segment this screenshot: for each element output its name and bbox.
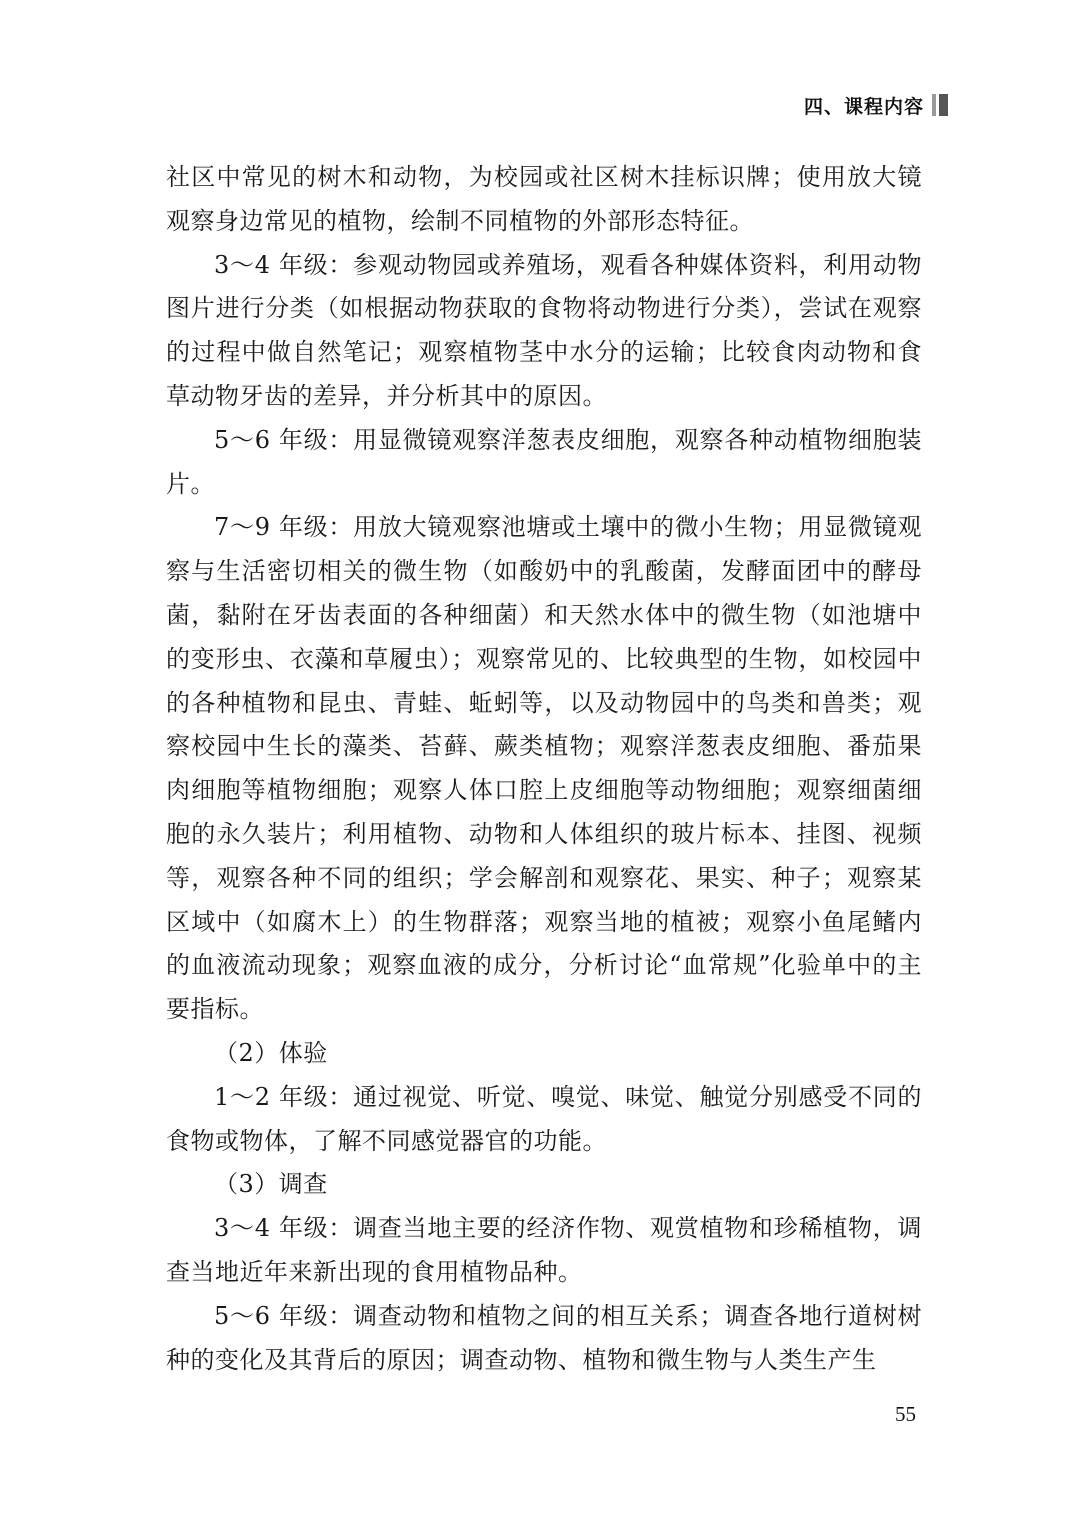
marker-bar-thick (939, 94, 948, 116)
subheading: （3）调查 (214, 1170, 328, 1199)
marker-bar-thin (932, 94, 936, 116)
paragraph: 5～6 年级：调查动物和植物之间的相互关系；调查各地行道树树种的变化及其背后的原因；调查动物、植物和微生物与人类生产生 (166, 1301, 922, 1374)
section-marker-icon (932, 94, 948, 116)
paragraph: 1～2 年级：通过视觉、听觉、嗅觉、味觉、触觉分别感受不同的食物或物体，了解不同感觉器官的功能。 (166, 1082, 922, 1155)
running-head-title: 四、课程内容 (803, 95, 924, 118)
paragraph: 5～6 年级：用显微镜观察洋葱表皮细胞，观察各种动植物细胞装片。 (166, 425, 922, 498)
body-text (166, 156, 922, 1382)
paragraph: 3～4 年级：参观动物园或养殖场，观看各种媒体资料，利用动物图片进行分类（如根据动物获取的食物将动物进行分类），尝试在观察的过程中做自然笔记；观察植物茎中水分的运输；比较食肉动物和食草动物牙齿的差异，并分析其中的原因。 (166, 250, 922, 410)
paragraph: 社区中常见的树木和动物，为校园或社区树木挂标识牌；使用放大镜观察身边常见的植物，绘制不同植物的外部形态特征。 (166, 163, 922, 235)
paragraph: 3～4 年级：调查当地主要的经济作物、观赏植物和珍稀植物，调查当地近年来新出现的食用植物品种。 (166, 1214, 922, 1286)
subheading: （2）体验 (214, 1038, 328, 1067)
running-head (804, 92, 948, 118)
paragraph: 7～9 年级：用放大镜观察池塘或土壤中的微小生物；用显微镜观察与生活密切相关的微生物（如酸奶中的乳酸菌，发酵面团中的酵母菌，黏附在牙齿表面的各种细菌）和天然水体中的微生物（如池塘中的变形虫、衣藻和草履虫）；观察常见的、比较典型的生物，如校园中的各种植物和昆虫、青蛙、蚯蚓等，以及动物园中的鸟类和兽类；观察校园中生长的藻类、苔藓、蕨类植物；观察洋葱表皮细胞、番茄果肉细胞等植物细胞；观察人体口腔上皮细胞等动物细胞；观察细菌细胞的永久装片；利用植物、动物和人体组织的玻片标本、挂图、视频等，观察各种不同的组织；学会解剖和观察花、果实、种子；观察某区域中（如腐木上）的生物群落；观察当地的植被；观察小鱼尾鳍内的血液流动现象；观察血液的成分，分析讨论“血常规”化验单中的主要指标。 (166, 513, 922, 1024)
page-number: 55 (895, 1402, 916, 1426)
